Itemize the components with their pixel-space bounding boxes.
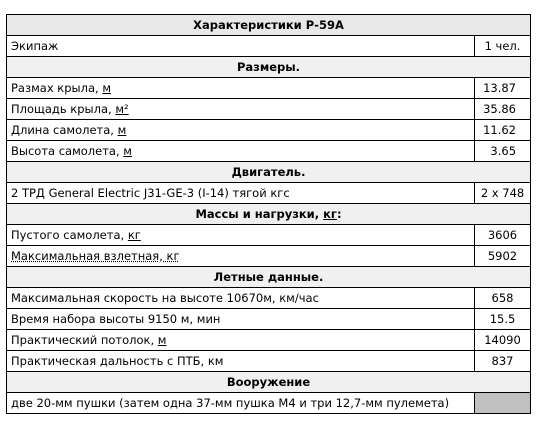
table-row (7, 99, 531, 120)
table-row (7, 309, 531, 330)
range-value: 837 (475, 351, 531, 372)
section-header-row (7, 162, 531, 183)
engine-value: 2 х 748 (475, 183, 531, 204)
wing-area-label (7, 99, 475, 120)
section-header-row (7, 57, 531, 78)
crew-label: Экипаж (7, 36, 475, 57)
wing-area-label-text: Площадь крыла, (11, 102, 116, 116)
engine-label: 2 ТРД General Electric J31-GE-3 (I-14) тягой кгс (7, 183, 475, 204)
title-row (7, 15, 531, 36)
height-label-text: Высота самолета, (11, 144, 124, 158)
armament-heading: Вооружение (7, 372, 531, 393)
height-value: 3.65 (475, 141, 531, 162)
dimensions-heading: Размеры. (7, 57, 531, 78)
wingspan-value: 13.87 (475, 78, 531, 99)
masses-heading-text: Массы и нагрузки, (195, 207, 324, 221)
section-header-row (7, 372, 531, 393)
ceiling-value: 14090 (475, 330, 531, 351)
section-header-row (7, 267, 531, 288)
length-label-text: Длина самолета, (11, 123, 118, 137)
table-title: Характеристики Р-59А (7, 15, 531, 36)
table-row (7, 288, 531, 309)
table-row (7, 351, 531, 372)
climb-time-label: Время набора высоты 9150 м, мин (7, 309, 475, 330)
table-row (7, 36, 531, 57)
climb-time-value: 15.5 (475, 309, 531, 330)
length-label (7, 120, 475, 141)
empty-weight-value: 3606 (475, 225, 531, 246)
height-label (7, 141, 475, 162)
max-speed-value: 658 (475, 288, 531, 309)
flight-heading: Летные данные. (7, 267, 531, 288)
table-row (7, 78, 531, 99)
range-label: Практическая дальность с ПТБ, км (7, 351, 475, 372)
empty-weight-unit: кг (127, 228, 141, 242)
max-takeoff-value: 5902 (475, 246, 531, 267)
table-row (7, 225, 531, 246)
max-takeoff-label (7, 246, 475, 267)
masses-heading-unit: кг (323, 207, 337, 221)
engine-heading: Двигатель. (7, 162, 531, 183)
table-row (7, 246, 531, 267)
ceiling-label (7, 330, 475, 351)
table-row (7, 183, 531, 204)
wingspan-label (7, 78, 475, 99)
wingspan-unit: м (102, 81, 112, 95)
armament-label: две 20-мм пушки (затем одна 37-мм пушка М4 и три 12,7-мм пулемета) (7, 393, 475, 414)
section-header-row (7, 204, 531, 225)
wing-area-value: 35.86 (475, 99, 531, 120)
masses-heading-suffix: : (336, 207, 342, 221)
empty-weight-label-text: Пустого самолета, (11, 228, 128, 242)
table-row (7, 120, 531, 141)
max-takeoff-label-text: Максимальная взлетная, кг (11, 249, 180, 263)
max-speed-label: Максимальная скорость на высоте 10670м, км/час (7, 288, 475, 309)
masses-heading (7, 204, 531, 225)
wingspan-label-text: Размах крыла, (11, 81, 103, 95)
wing-area-unit: м² (115, 102, 129, 116)
length-unit: м (117, 123, 127, 137)
specs-table (6, 14, 531, 414)
table-row (7, 330, 531, 351)
length-value: 11.62 (475, 120, 531, 141)
ceiling-unit: м (157, 333, 167, 347)
height-unit: м (123, 144, 132, 158)
table-row (7, 393, 531, 414)
armament-value-empty (475, 393, 531, 414)
table-row (7, 141, 531, 162)
empty-weight-label (7, 225, 475, 246)
crew-value: 1 чел. (475, 36, 531, 57)
ceiling-label-text: Практический потолок, (11, 333, 158, 347)
